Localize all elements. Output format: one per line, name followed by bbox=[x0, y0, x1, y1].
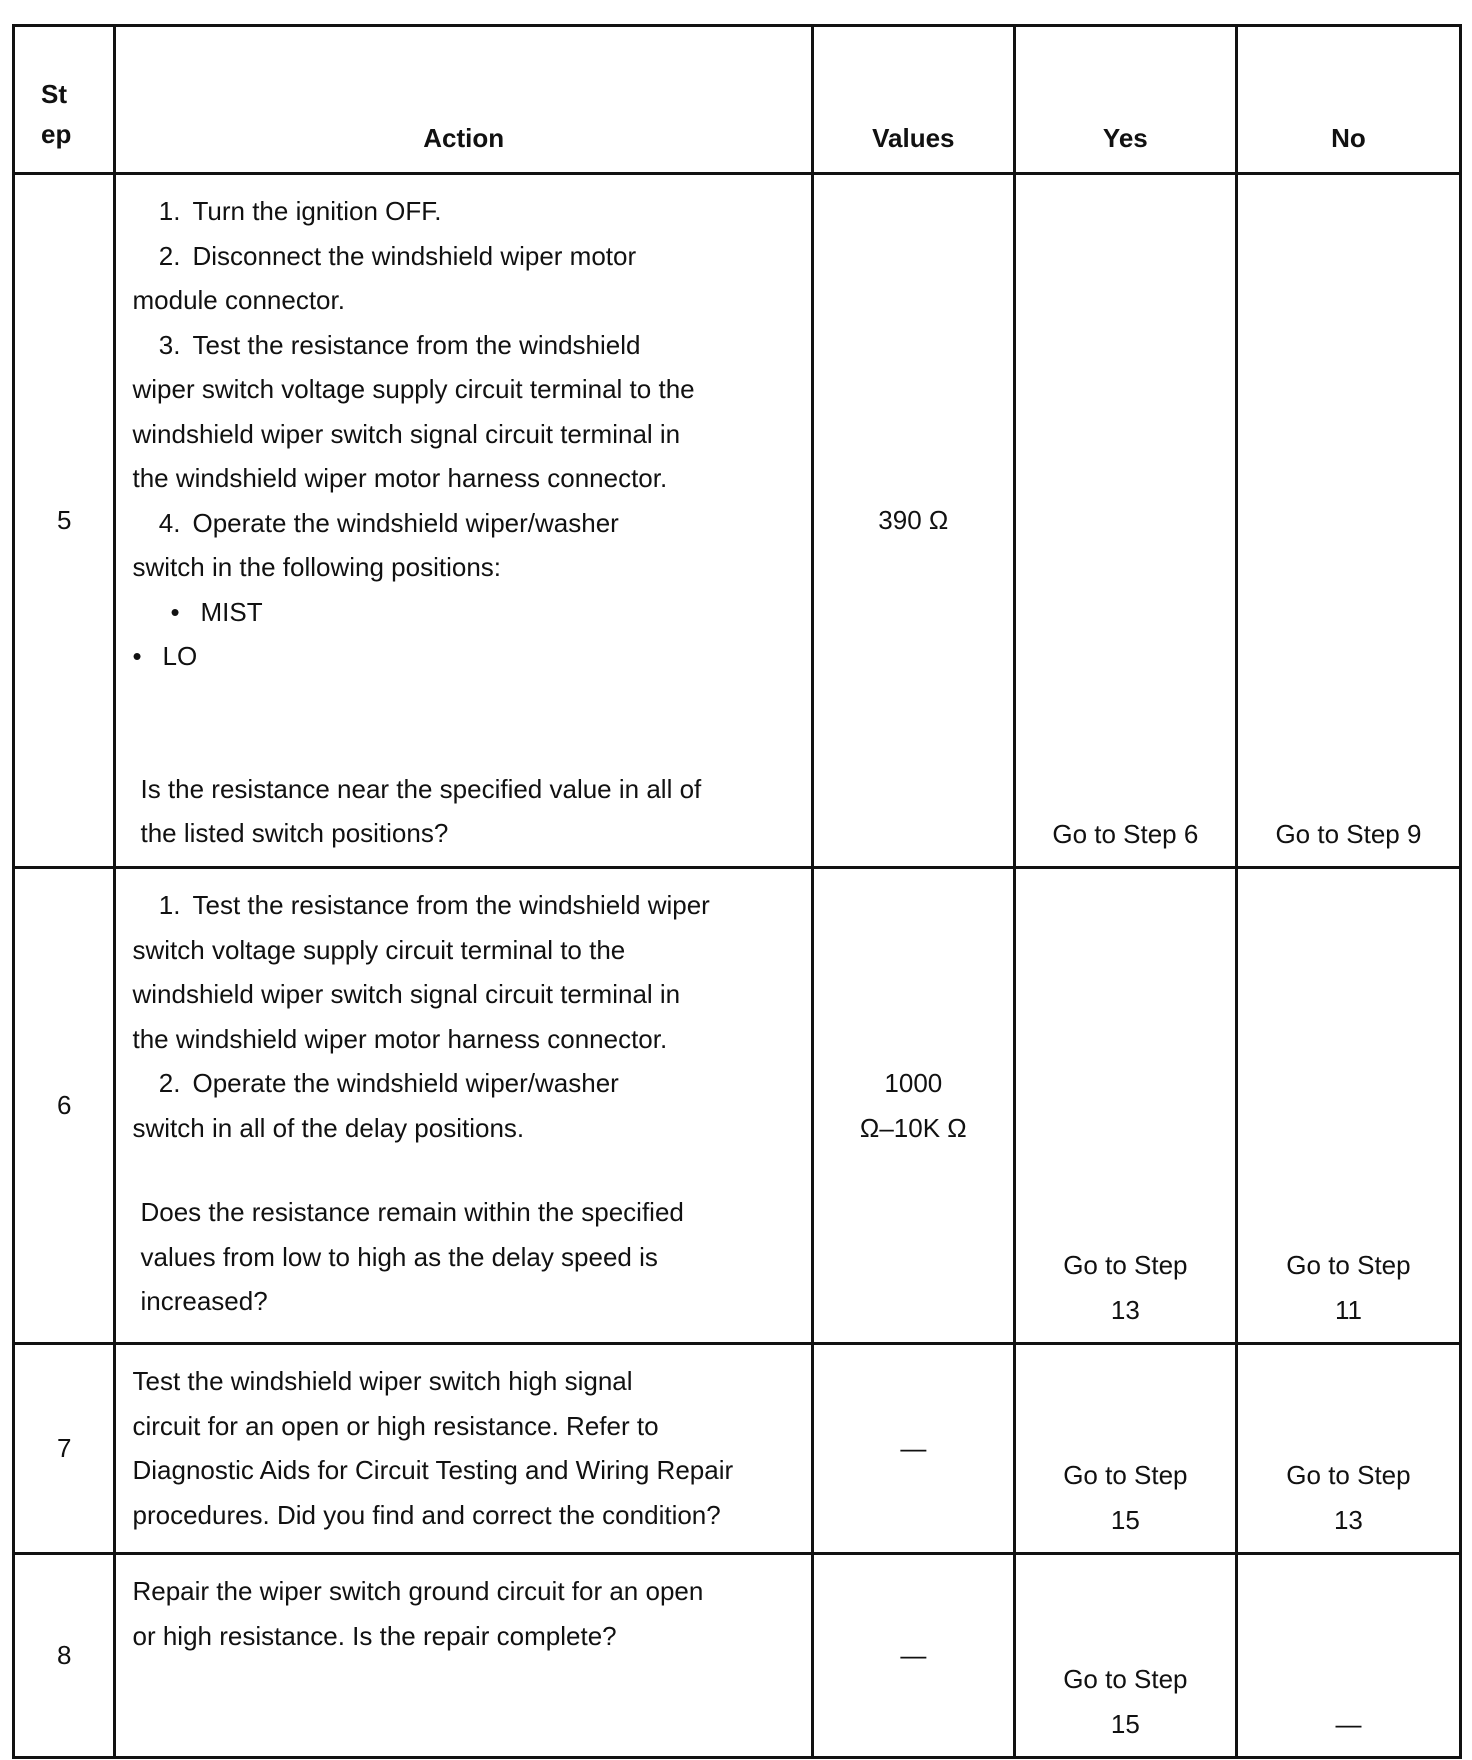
yes-cell: Go to Step 15 bbox=[1014, 1554, 1236, 1758]
header-step-line1: St bbox=[41, 79, 67, 109]
bullet-item: • MIST bbox=[170, 596, 263, 627]
yes-cell: Go to Step 6 bbox=[1014, 174, 1236, 868]
header-step-line2: ep bbox=[41, 119, 72, 149]
step-number: 5 bbox=[14, 174, 115, 868]
step-number: 8 bbox=[14, 1554, 115, 1758]
action-item: 4. Operate the windshield wiper/washer switch in the following positions: bbox=[132, 507, 619, 582]
yes-cell: Go to Step 13 bbox=[1014, 868, 1236, 1344]
header-no: No bbox=[1236, 26, 1460, 174]
action-item: 1. Test the resistance from the windshield wiper switch voltage supply circuit terminal to the windshield wiper switch signal circuit terminal in the windshield wiper motor harness connector. bbox=[132, 890, 710, 1054]
question-text: Is the resistance near the specified value in all of the listed switch positions? bbox=[140, 773, 702, 848]
yes-cell: Go to Step 15 bbox=[1014, 1344, 1236, 1554]
values-cell: — bbox=[812, 1554, 1014, 1758]
step-number: 6 bbox=[14, 868, 115, 1344]
table-row-step-6 bbox=[14, 868, 1461, 1344]
question-text: Does the resistance remain within the specified values from low to high as the delay speed is increased? bbox=[140, 1197, 684, 1316]
no-cell: Go to Step 13 bbox=[1236, 1344, 1460, 1554]
header-row bbox=[14, 26, 1461, 174]
action-cell bbox=[115, 868, 812, 1344]
action-item: 2. Disconnect the windshield wiper motor module connector. bbox=[132, 240, 637, 315]
header-step bbox=[14, 26, 115, 174]
table-row-step-8 bbox=[14, 1554, 1461, 1758]
table-row-step-5 bbox=[14, 174, 1461, 868]
header-action: Action bbox=[115, 26, 812, 174]
action-item: 3. Test the resistance from the windshield wiper switch voltage supply circuit terminal to the windshield wiper switch signal circuit terminal in the windshield wiper motor harness connector. bbox=[132, 329, 695, 493]
no-cell: Go to Step 9 bbox=[1236, 174, 1460, 868]
header-yes: Yes bbox=[1014, 26, 1236, 174]
action-cell: Repair the wiper switch ground circuit for an open or high resistance. Is the repair complete? bbox=[115, 1554, 812, 1758]
step-number: 7 bbox=[14, 1344, 115, 1554]
no-cell: Go to Step 11 bbox=[1236, 868, 1460, 1344]
action-cell bbox=[115, 174, 812, 868]
bullet-item: • LO bbox=[132, 641, 198, 671]
values-cell: 1000 Ω–10K Ω bbox=[812, 868, 1014, 1344]
values-cell: — bbox=[812, 1344, 1014, 1554]
action-cell: Test the windshield wiper switch high signal circuit for an open or high resistance. Refer to Diagnostic Aids for Circuit Testing and Wiring Repair procedures. Did you find and correct the condition? bbox=[115, 1344, 812, 1554]
action-item: 2. Operate the windshield wiper/washer switch in all of the delay positions. bbox=[132, 1068, 619, 1143]
table-row-step-7 bbox=[14, 1344, 1461, 1554]
values-cell: 390 Ω bbox=[812, 174, 1014, 868]
no-cell: — bbox=[1236, 1554, 1460, 1758]
header-values: Values bbox=[812, 26, 1014, 174]
diagnostic-table bbox=[12, 24, 1462, 1759]
action-item: 1. Turn the ignition OFF. bbox=[158, 196, 442, 226]
